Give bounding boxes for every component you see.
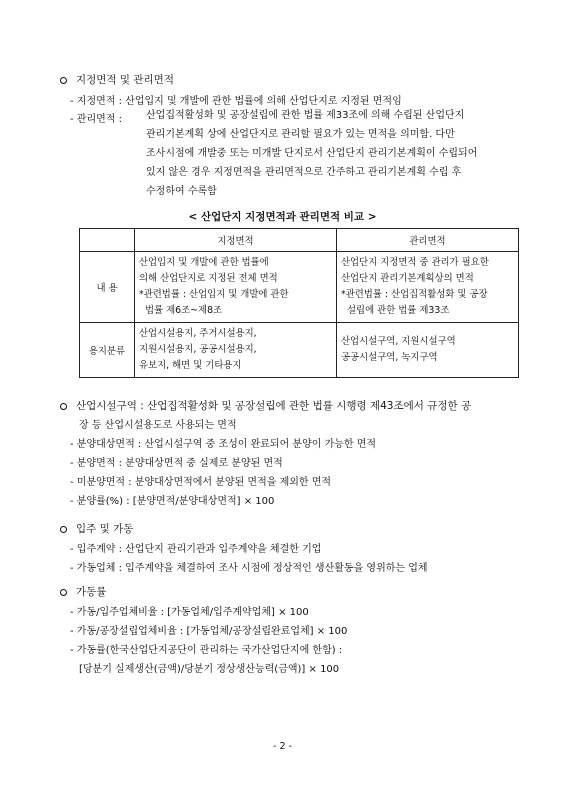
term-managed-area: - 관리면적 : xyxy=(70,114,122,125)
cell-line: 지원시설용지, 공공시설용지, xyxy=(139,344,257,355)
list-item: - 가동/입주업체비율 : [가동업체/입주계약업체] × 100 xyxy=(70,607,309,618)
list-item: - 입주계약 : 산업단지 관리기관과 입주계약을 체결한 기업 xyxy=(70,544,322,555)
paragraph-line: 조사시점에 개발중 또는 미개발 단지로서 산업단지 관리기본계획이 수립되어 xyxy=(146,148,478,159)
column-header-designated: 지정면적 xyxy=(135,229,337,252)
page-number: - 2 - xyxy=(273,741,292,752)
cell-line: 설립에 관한 법률 제33조 xyxy=(347,305,450,316)
cell-line: 공공시설구역, 녹지구역 xyxy=(341,352,438,363)
section-intro-continuation: 장 등 산업시설용도로 사용되는 면적 xyxy=(79,420,237,431)
cell-line: *관련법률 : 산업입지 및 개발에 관한 xyxy=(139,289,289,300)
circle-bullet-icon xyxy=(60,589,67,596)
section-heading-area xyxy=(60,521,133,536)
cell-line: 법률 제6조~제8조 xyxy=(145,305,223,316)
list-item: - 가동업체 : 입주계약을 체결하여 조사 시점에 정상적인 생산활동을 영위하는 업체 xyxy=(70,563,428,574)
list-item: - 분양대상면적 : 산업시설구역 중 조성이 완료되어 분양이 가능한 면적 xyxy=(70,439,377,450)
paragraph-line: 관리기본계획 상에 산업단지로 관리할 필요가 있는 면적을 의미함. 다만 xyxy=(146,129,455,140)
cell-line: 산업입지 및 개발에 관한 법률에 xyxy=(139,257,269,268)
list-item: - 분양률(%) : [분양면적/분양대상면적] × 100 xyxy=(70,496,275,507)
circle-bullet-icon xyxy=(60,77,67,84)
table-cell xyxy=(135,323,337,378)
table-corner-cell xyxy=(80,229,135,252)
cell-line: *관련법률 : 산업집적활성화 및 공장 xyxy=(341,289,488,300)
cell-line: 유보지, 해면 및 기타용지 xyxy=(139,360,242,371)
section-heading-area xyxy=(60,584,106,599)
row-header-content: 내 용 xyxy=(80,252,135,323)
cell-line: 산업시설구역, 지원시설구역 xyxy=(341,336,456,347)
table-row xyxy=(80,323,519,378)
section-title: 지정면적 및 관리면적 xyxy=(76,74,174,86)
circle-bullet-icon xyxy=(60,403,67,410)
paragraph-line: 있지 않은 경우 지정면적을 관리면적으로 간주하고 관리기본계획 수립 후 xyxy=(146,167,462,178)
table-row xyxy=(80,252,519,323)
row-header-land-class: 용지분류 xyxy=(80,323,135,378)
list-item: - 가동/공장설립업체비율 : [가동업체/공장설립완료업체] × 100 xyxy=(70,626,348,637)
table-cell xyxy=(337,323,519,378)
table-cell xyxy=(135,252,337,323)
circle-bullet-icon xyxy=(60,526,67,533)
definition-managed-area xyxy=(146,106,518,201)
section-intro-line: 산업시설구역 : 산업집적활성화 및 공장설립에 관한 법률 시행령 제43조에서 규정한 공 xyxy=(76,400,472,412)
table-cell xyxy=(337,252,519,323)
cell-line: 의해 산업단지로 지정된 전체 면적 xyxy=(139,273,278,284)
paragraph-line: 산업집적활성화 및 공장설립에 관한 법률 제33조에 의해 수립된 산업단지 xyxy=(146,110,465,121)
comparison-table xyxy=(79,228,519,378)
definition-designated-area: - 지정면적 : 산업입지 및 개발에 관한 법률에 의해 산업단지로 지정된 면적임 xyxy=(70,96,402,107)
list-item: - 분양면적 : 분양대상면적 중 실제로 분양된 면적 xyxy=(70,458,283,469)
cell-line: 산업단지 관리기본계획상의 면적 xyxy=(341,273,474,284)
section-title: 가동률 xyxy=(76,586,107,598)
section-heading-area xyxy=(60,398,471,413)
cell-line: 산업시설용지, 주거시설용지, xyxy=(139,328,257,339)
list-item: - 가동률(한국산업단지공단이 관리하는 국가산업단지에 한함) : xyxy=(70,645,343,656)
cell-line: 산업단지 지정면적 중 관리가 필요한 xyxy=(341,257,489,268)
table-caption: < 산업단지 지정면적과 관리면적 비교 > xyxy=(188,211,377,223)
column-header-managed: 관리면적 xyxy=(337,229,519,252)
table-header-row xyxy=(80,229,519,252)
section-title: 입주 및 가동 xyxy=(76,523,134,535)
paragraph-line: 수정하여 수록함 xyxy=(146,186,217,197)
list-item: - 미분양면적 : 분양대상면적에서 분양된 면적을 제외한 면적 xyxy=(70,477,332,488)
section-heading-area xyxy=(60,72,174,87)
formula-line: [당분기 실제생산(금액)/당분기 정상생산능력(금액)] × 100 xyxy=(79,664,340,675)
